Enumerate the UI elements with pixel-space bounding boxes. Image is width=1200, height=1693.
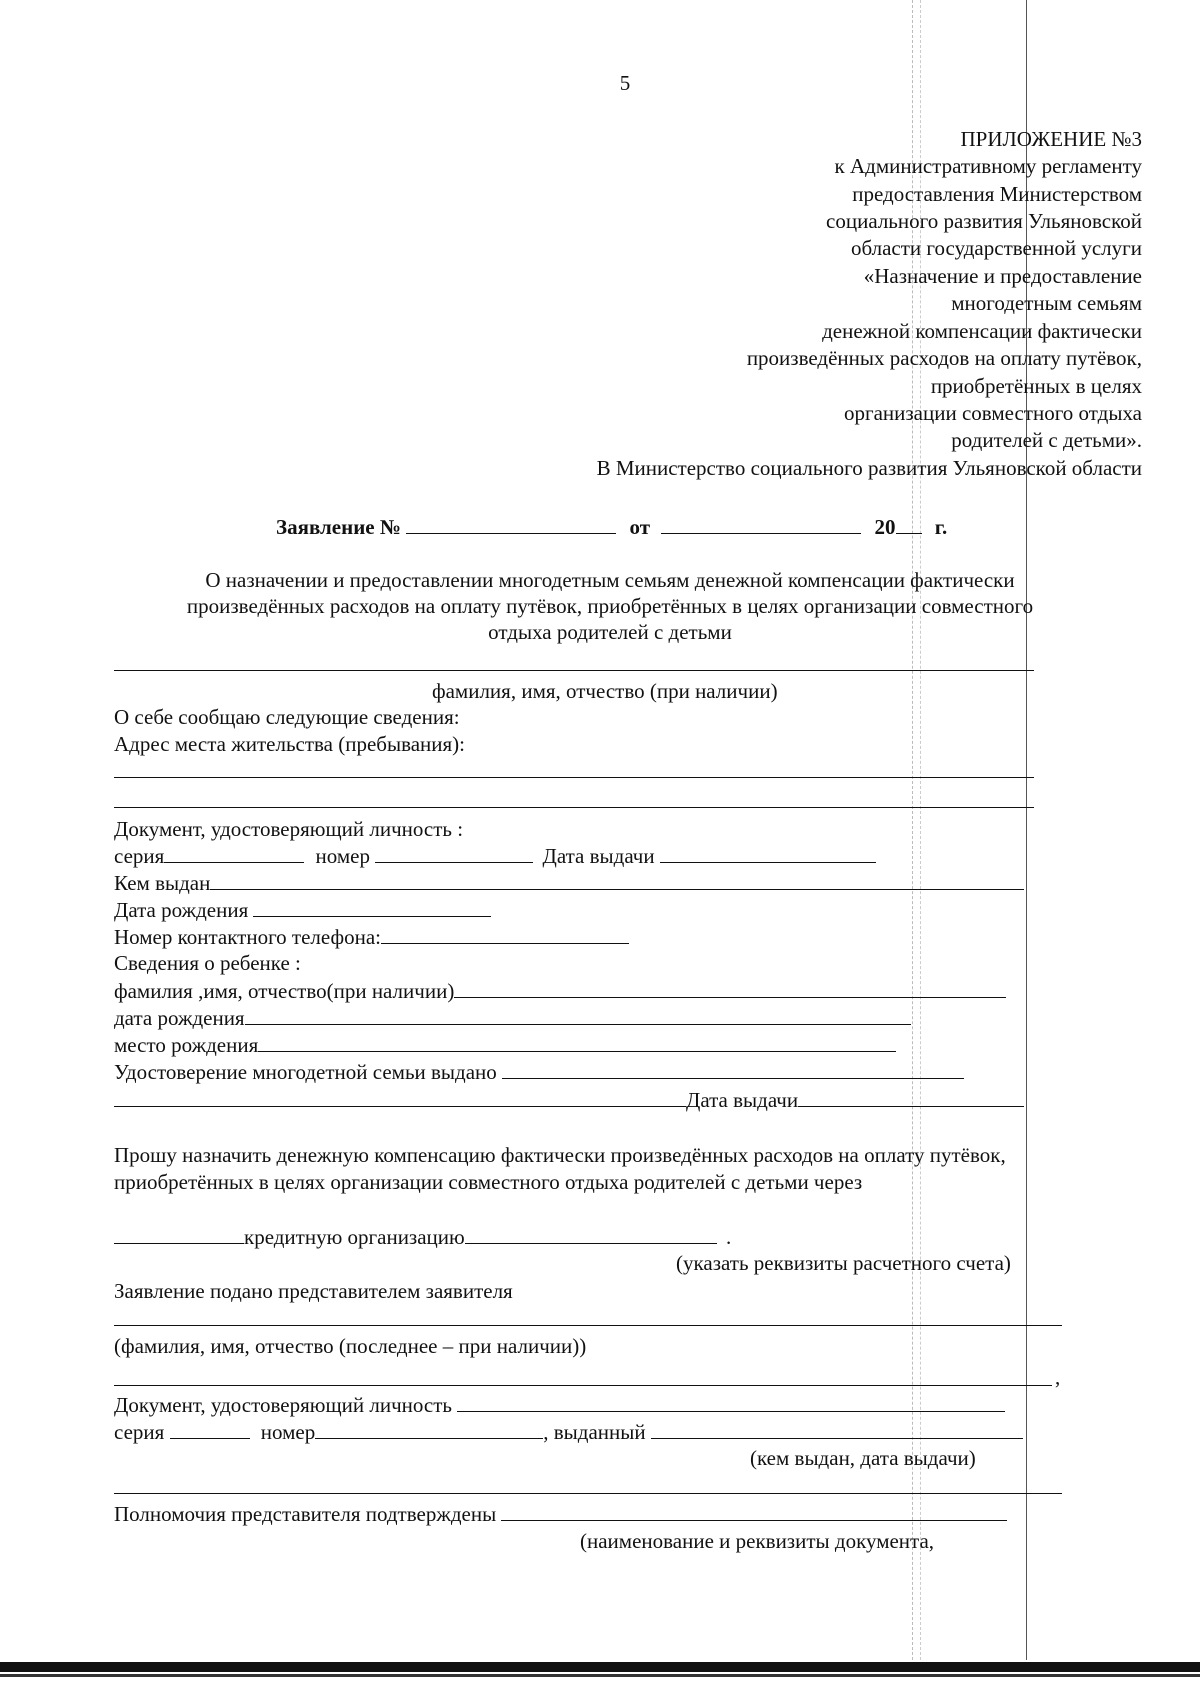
cert-label: Удостоверение многодетной семьи выдано <box>114 1060 497 1084</box>
statement-label: Заявление № <box>276 515 401 539</box>
address-field[interactable] <box>114 807 1034 808</box>
birth-date-label: Дата рождения <box>114 898 249 922</box>
cert-extra-field[interactable] <box>114 1086 686 1107</box>
child-birth-date-field[interactable] <box>245 1004 911 1025</box>
rep-issued-label: , выданный <box>543 1420 646 1444</box>
rep-id-doc-label: Документ, удостоверяющий личность <box>114 1393 452 1417</box>
rep-series-label: серия <box>114 1420 165 1444</box>
request-line: Прошу назначить денежную компенсацию фактически произведённых расходов на оплату путёвок, <box>114 1143 1006 1167</box>
child-birth-date-label: дата рождения <box>114 1006 245 1030</box>
rep-series-row <box>114 1418 1023 1445</box>
year-suffix: г. <box>934 515 948 539</box>
subject-line: О назначении и предоставлении многодетным семьям денежной компенсации фактически <box>205 568 1015 592</box>
child-birth-place-row <box>114 1031 896 1058</box>
issued-by-label: Кем выдан <box>114 871 211 895</box>
appendix-line: социального развития Ульяновской <box>826 209 1142 233</box>
cert-row <box>114 1058 964 1085</box>
address-label: Адрес места жительства (пребывания): <box>114 732 466 756</box>
phone-row <box>114 923 629 950</box>
applicant-fio-caption: фамилия, имя, отчество (при наличии) <box>432 679 778 703</box>
cert-issued-by-field[interactable] <box>502 1058 964 1079</box>
rep-authority-field[interactable] <box>501 1500 1007 1521</box>
child-fio-field[interactable] <box>454 977 1006 998</box>
child-birth-date-row <box>114 1004 911 1031</box>
phone-field[interactable] <box>381 923 629 944</box>
birth-date-field[interactable] <box>253 896 491 917</box>
appendix-title: ПРИЛОЖЕНИЕ №3 <box>960 127 1142 151</box>
statement-heading <box>276 513 947 540</box>
cert-issue-date-label: Дата выдачи <box>686 1088 799 1112</box>
issue-date-field[interactable] <box>660 842 876 863</box>
child-fio-row <box>114 977 1006 1004</box>
subject-line: отдыха родителей с детьми <box>488 620 732 644</box>
rep-submitted-label: Заявление подано представителем заявителя <box>114 1279 513 1303</box>
rep-fio-caption: (фамилия, имя, отчество (последнее – при наличии)) <box>114 1334 587 1358</box>
rep-id-doc-field[interactable] <box>457 1391 1005 1412</box>
appendix-line: приобретённых в целях <box>930 374 1142 398</box>
child-section-label: Сведения о ребенке : <box>114 951 301 975</box>
birth-date-row <box>114 896 491 923</box>
account-caption: (указать реквизиты расчетного счета) <box>676 1251 1011 1275</box>
year-field[interactable] <box>896 513 922 534</box>
number-label: номер <box>315 844 370 868</box>
credit-org-label: кредитную организацию <box>244 1225 465 1249</box>
address-field[interactable] <box>114 777 1034 778</box>
series-field[interactable] <box>164 842 304 863</box>
child-birth-place-field[interactable] <box>258 1031 896 1052</box>
appendix-line: к Административному регламенту <box>834 154 1142 178</box>
appendix-line: организации совместного отдыха <box>843 401 1142 425</box>
appendix-line: «Назначение и предоставление <box>863 264 1142 288</box>
subject-line: произведённых расходов на оплату путёвок, приобретённых в целях организации совместного <box>186 594 1034 618</box>
about-self-label: О себе сообщаю следующие сведения: <box>114 705 460 729</box>
rep-issued-caption: (кем выдан, дата выдачи) <box>750 1446 976 1470</box>
page-number: 5 <box>619 71 631 95</box>
scan-bottom-edge <box>0 1674 1200 1677</box>
appendix-line: предоставления Министерством <box>852 182 1142 206</box>
from-label: от <box>629 515 651 539</box>
phone-label: Номер контактного телефона: <box>114 925 381 949</box>
year-prefix: 20 <box>874 515 896 539</box>
credit-org-field[interactable] <box>465 1223 717 1244</box>
payment-method-field[interactable] <box>114 1223 244 1244</box>
applicant-fio-field[interactable] <box>114 670 1034 671</box>
id-doc-label: Документ, удостоверяющий личность : <box>114 817 464 841</box>
child-birth-place-label: место рождения <box>114 1033 259 1057</box>
statement-number-field[interactable] <box>406 513 616 534</box>
appendix-line: многодетным семьям <box>951 291 1142 315</box>
rep-line-end: , <box>1055 1365 1061 1389</box>
rep-issued-extra-field[interactable] <box>114 1493 1062 1494</box>
rep-number-field[interactable] <box>315 1418 543 1439</box>
statement-date-field[interactable] <box>661 513 861 534</box>
rep-fio-field[interactable] <box>114 1325 1062 1326</box>
number-field[interactable] <box>375 842 533 863</box>
credit-org-row <box>114 1223 731 1250</box>
rep-issued-field[interactable] <box>651 1418 1023 1439</box>
appendix-line: родителей с детьми». <box>951 428 1142 452</box>
cert-issue-date-field[interactable] <box>798 1086 1024 1107</box>
cert-date-row <box>114 1086 1024 1113</box>
child-fio-label: фамилия ,имя, отчество(при наличии) <box>114 979 455 1003</box>
rep-number-label: номер <box>260 1420 316 1444</box>
scan-bottom-edge <box>0 1662 1200 1672</box>
issue-date-label: Дата выдачи <box>542 844 655 868</box>
request-line: приобретённых в целях организации совместного отдыха родителей с детьми через <box>114 1170 863 1194</box>
rep-authority-label: Полномочия представителя подтверждены <box>114 1502 497 1526</box>
rep-id-doc-row <box>114 1391 1005 1418</box>
rep-authority-caption: (наименование и реквизиты документа, <box>580 1529 935 1553</box>
credit-org-end: . <box>725 1225 732 1249</box>
issued-by-field[interactable] <box>210 869 1024 890</box>
rep-authority-row <box>114 1500 1007 1527</box>
rep-series-field[interactable] <box>170 1418 250 1439</box>
issued-by-row <box>114 869 1024 896</box>
appendix-line: области государственной услуги <box>850 236 1142 260</box>
id-doc-row <box>114 842 876 869</box>
appendix-line: произведённых расходов на оплату путёвок, <box>746 346 1142 370</box>
addressee: В Министерство социального развития Ульяновской области <box>596 456 1142 480</box>
appendix-line: денежной компенсации фактически <box>822 319 1142 343</box>
series-label: серия <box>114 844 165 868</box>
rep-extra-field[interactable] <box>114 1385 1052 1386</box>
